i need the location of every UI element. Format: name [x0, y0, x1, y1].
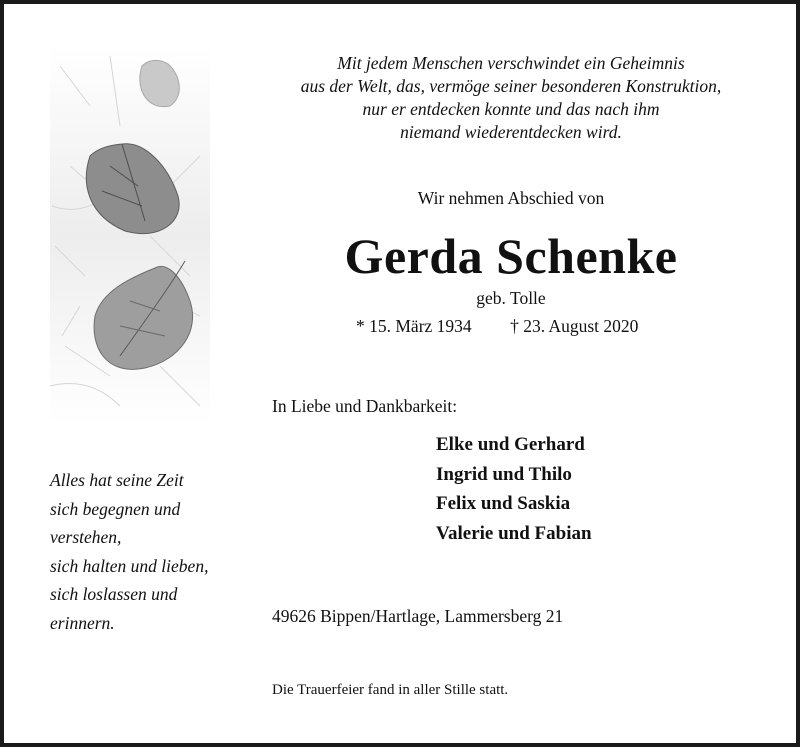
poem-line: sich begegnen und — [50, 498, 181, 519]
death-date: † 23. August 2020 — [510, 316, 639, 336]
quote-line: Mit jedem Menschen verschwindet ein Geheimnis — [337, 53, 685, 73]
mourner-name: Valerie und Fabian — [436, 522, 592, 544]
birth-name: geb. Tolle — [476, 288, 546, 308]
opening-quote — [272, 52, 750, 144]
poem-line: sich loslassen und — [50, 584, 178, 604]
mourners-intro: In Liebe und Dankbarkeit: — [272, 396, 458, 416]
deceased-name: Gerda Schenke — [344, 228, 678, 284]
quote-line: niemand wiederentdecken wird. — [400, 122, 622, 142]
mourner-name: Elke und Gerhard — [436, 434, 585, 455]
poem-line: verstehen, — [50, 527, 122, 547]
quote-line: aus der Welt, das, vermöge seiner besonderen Konstruktion, — [300, 76, 722, 96]
poem-line: Alles hat seine Zeit — [50, 470, 184, 490]
leaves-artwork — [50, 46, 210, 424]
address: 49626 Bippen/Hartlage, Lammersberg 21 — [272, 606, 564, 626]
mourner-name: Ingrid und Thilo — [436, 463, 572, 485]
mourners-list — [436, 430, 592, 548]
poem-line: sich halten und lieben, — [50, 555, 209, 576]
birth-date: * 15. März 1934 — [356, 316, 472, 336]
poem-line: erinnern. — [50, 612, 115, 633]
quote-line: nur er entdecken konnte und das nach ihm — [362, 99, 660, 119]
mourner-name: Felix und Saskia — [436, 493, 571, 514]
farewell-text: Wir nehmen Abschied von — [417, 188, 605, 208]
poem — [50, 466, 250, 637]
life-dates — [356, 316, 638, 337]
funeral-note: Die Trauerfeier fand in aller Stille statt. — [272, 682, 509, 698]
